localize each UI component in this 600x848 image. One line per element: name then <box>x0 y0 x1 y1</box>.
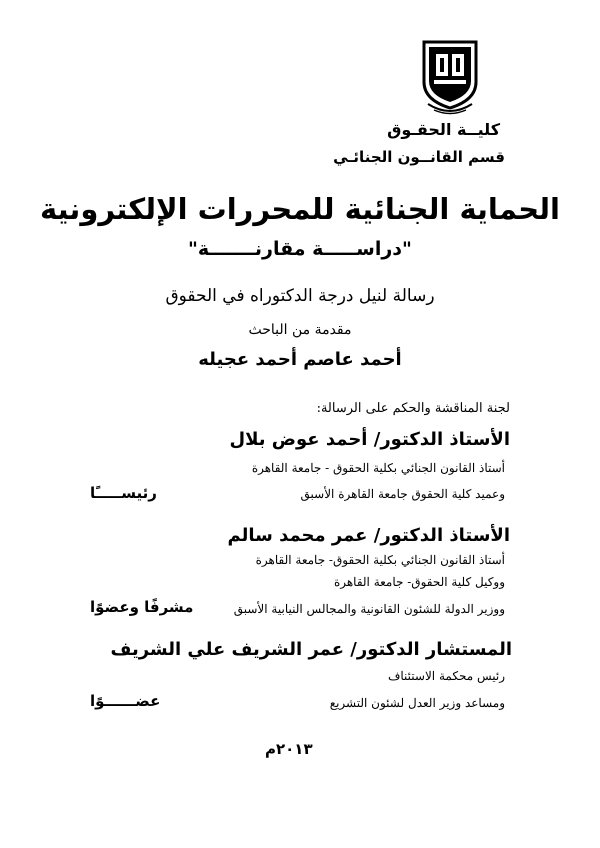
thesis-subtitle: "دراســـــة مقارنـــــــة" <box>188 238 412 260</box>
committee-member-name: الأستاذ الدكتور/ عمر محمد سالم <box>227 525 510 546</box>
department-name: قسم القانــون الجنائـي <box>333 148 505 166</box>
degree-statement: رسالة لنيل درجة الدكتوراه في الحقوق <box>165 286 435 306</box>
submitted-by-label: مقدمة من الباحث <box>248 322 352 338</box>
committee-member-title: ومساعد وزير العدل لشئون التشريع <box>329 696 505 710</box>
committee-member-title: ووكيل كلية الحقوق- جامعة القاهرة <box>333 575 505 589</box>
year-label: ٢٠١٣م <box>265 740 313 758</box>
committee-member-name: الأستاذ الدكتور/ أحمد عوض بلال <box>229 429 510 450</box>
committee-member-role: عضــــــوًا <box>90 692 161 710</box>
committee-member-role: رئيســـــًا <box>90 484 157 502</box>
committee-member-name: المستشار الدكتور/ عمر الشريف علي الشريف <box>110 639 512 660</box>
faculty-name: كليــة الحقـوق <box>387 120 500 139</box>
committee-member-title: أستاذ القانون الجنائي بكلية الحقوق - جامعة القاهرة <box>251 461 505 475</box>
committee-member-title: ووزير الدولة للشئون القانونية والمجالس النيابية الأسبق <box>233 602 505 616</box>
committee-heading: لجنة المناقشة والحكم على الرسالة: <box>316 401 510 416</box>
committee-member-role: مشرفًا وعضوًا <box>90 598 194 616</box>
committee-member-title: أستاذ القانون الجنائي بكلية الحقوق- جامعة القاهرة <box>255 553 505 567</box>
university-logo <box>418 38 482 118</box>
author-name: أحمد عاصم أحمد عجيله <box>198 349 402 370</box>
committee-member-title: رئيس محكمة الاستئناف <box>387 669 505 683</box>
committee-member-title: وعميد كلية الحقوق جامعة القاهرة الأسبق <box>300 487 505 501</box>
thesis-title: الحماية الجنائية للمحررات الإلكترونية <box>40 192 560 226</box>
